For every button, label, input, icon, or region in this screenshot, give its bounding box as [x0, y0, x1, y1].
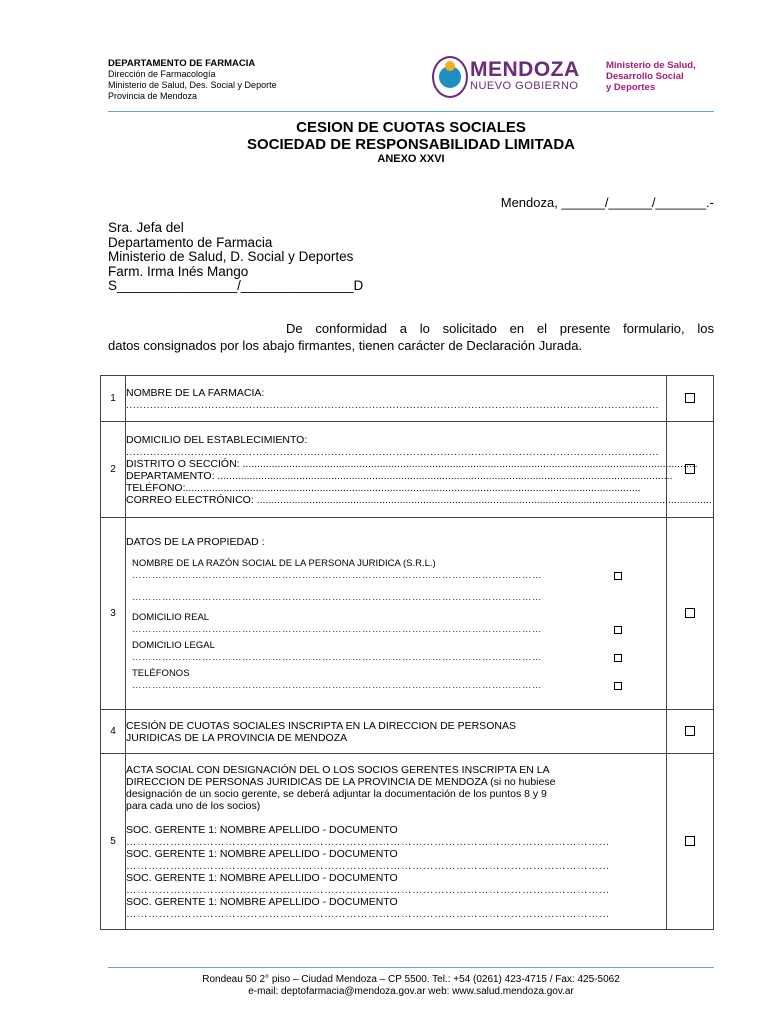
establishment-address-field[interactable]: ............................................................................................................................................................ — [126, 445, 660, 458]
table-row — [101, 710, 714, 754]
row-number: 4 — [101, 710, 126, 754]
mendoza-logo — [432, 56, 722, 98]
annex-label: ANEXO XXVI — [377, 153, 445, 165]
requirements-table — [100, 375, 714, 930]
company-name-label: NOMBRE DE LA RAZÓN SOCIAL DE LA PERSONA JURIDICA (S.R.L.) — [132, 557, 436, 569]
legal-address-field[interactable]: …………………………………………………………………………………………………………… — [132, 651, 542, 663]
addressee-block: Sra. Jefa del Departamento de Farmacia Ministerio de Salud, D. Social y Deportes Farm. Irma Inés Mango S________________/_______________D — [108, 220, 364, 293]
legal-address-checkbox[interactable] — [614, 654, 622, 662]
manager-1-label: SOC. GERENTE 1: NOMBRE APELLIDO - DOCUMENTO — [126, 823, 398, 836]
document-subtitle: SOCIEDAD DE RESPONSABILIDAD LIMITADA — [246, 136, 576, 153]
department-field[interactable]: DEPARTAMENTO: ............................................................................................................................................................ — [126, 469, 673, 482]
table-row — [101, 754, 714, 930]
manager-2-field[interactable]: …………………………………………………………………………………………………………………… — [126, 859, 610, 872]
document-title: CESION DE CUOTAS SOCIALES — [296, 119, 526, 136]
manager-4-label: SOC. GERENTE 1: NOMBRE APELLIDO - DOCUMENTO — [126, 895, 398, 908]
company-name-field[interactable]: …………………………………………………………………………………………………………… — [132, 569, 542, 581]
intro-paragraph: De conformidad a lo solicitado en el presente formulario, los datos consignados por los abajo firmantes, tienen carácter de Declaración Jurada. — [108, 321, 714, 353]
department-name: DEPARTAMENTO DE FARMACIA — [108, 58, 256, 69]
email-field[interactable]: CORREO ELECTRÓNICO: ............................................................................................................................................................ — [126, 493, 712, 506]
quota-cession-text-1: CESIÓN DE CUOTAS SOCIALES INSCRIPTA EN LA DIRECCION DE PERSONAS — [126, 719, 516, 732]
date-line[interactable]: Mendoza, ______/______/_______.- — [500, 195, 714, 210]
phones-checkbox[interactable] — [614, 682, 622, 690]
property-data-label: DATOS DE LA PROPIEDAD : — [126, 535, 265, 548]
manager-3-label: SOC. GERENTE 1: NOMBRE APELLIDO - DOCUMENTO — [126, 871, 398, 884]
header-divider — [108, 111, 714, 112]
real-address-field[interactable]: …………………………………………………………………………………………………………… — [132, 623, 542, 635]
manager-3-field[interactable]: …………………………………………………………………………………………………………………… — [126, 883, 610, 896]
manager-2-label: SOC. GERENTE 1: NOMBRE APELLIDO - DOCUMENTO — [126, 847, 398, 860]
social-act-text: ACTA SOCIAL CON DESIGNACIÓN DEL O LOS SOCIOS GERENTES INSCRIPTA EN LA DIRECCION DE PERSONAS JURIDICAS DE LA PROVINCIA DE MENDOZA (si no hubiese designación de un socio gerente, se deberá adjuntar la documentación de los puntos 8 y 9 para cada uno de los socios) — [126, 763, 556, 812]
real-address-checkbox[interactable] — [614, 626, 622, 634]
manager-1-field[interactable]: …………………………………………………………………………………………………………………… — [126, 835, 610, 848]
logo-title: MENDOZA — [470, 58, 580, 81]
table-row — [101, 376, 714, 422]
legal-address-label: DOMICILIO LEGAL — [132, 639, 215, 651]
table-row — [101, 518, 714, 710]
row-1-checkbox[interactable] — [685, 393, 695, 403]
real-address-label: DOMICILIO REAL — [132, 611, 210, 623]
row-2-checkbox[interactable] — [685, 464, 695, 474]
pharmacy-name-label: NOMBRE DE LA FARMACIA: — [126, 386, 265, 399]
direction-line: Dirección de Farmacología — [108, 69, 216, 79]
district-field[interactable]: DISTRITO O SECCIÓN: ............................................................................................................................................................ — [126, 457, 698, 470]
ministry-logo-text: Ministerio de Salud, Desarrollo Social y Deportes — [606, 60, 696, 93]
manager-4-field[interactable]: …………………………………………………………………………………………………………………… — [126, 907, 610, 920]
row-5-checkbox[interactable] — [685, 836, 695, 846]
province-seal-icon — [432, 56, 468, 98]
phone-field[interactable]: TELÉFONO:............................................................................................................................................................ — [126, 481, 641, 494]
province-line: Provincia de Mendoza — [108, 91, 198, 101]
footer-divider — [108, 967, 714, 968]
row-number: 5 — [101, 754, 126, 930]
establishment-address-label: DOMICILIO DEL ESTABLECIMIENTO: — [126, 433, 308, 446]
footer-address: Rondeau 50 2° piso – Ciudad Mendoza – CP 5500. Tel.: +54 (0261) 423-4715 / Fax: 425-5062 — [202, 974, 620, 985]
row-4-checkbox[interactable] — [685, 726, 695, 736]
logo-subtitle: NUEVO GOBIERNO — [470, 80, 579, 92]
phones-field[interactable]: …………………………………………………………………………………………………………… — [132, 679, 542, 691]
row-number: 3 — [101, 518, 126, 710]
table-row — [101, 422, 714, 518]
footer — [108, 974, 714, 998]
row-number: 2 — [101, 422, 126, 518]
ministry-line: Ministerio de Salud, Des. Social y Deporte — [108, 80, 277, 90]
quota-cession-text-2: JURIDICAS DE LA PROVINCIA DE MENDOZA — [126, 731, 348, 744]
row-number: 1 — [101, 376, 126, 422]
phones-label: TELÉFONOS — [132, 667, 190, 679]
header-department-block — [108, 58, 277, 102]
footer-contact: e-mail: deptofarmacia@mendoza.gov.ar web: www.salud.mendoza.gov.ar — [248, 986, 574, 997]
row-3-checkbox[interactable] — [685, 608, 695, 618]
company-name-field-2[interactable]: …………………………………………………………………………………………………………… — [132, 591, 542, 603]
pharmacy-name-field[interactable]: ............................................................................................................................................................ — [126, 398, 660, 411]
company-name-checkbox[interactable] — [614, 572, 622, 580]
